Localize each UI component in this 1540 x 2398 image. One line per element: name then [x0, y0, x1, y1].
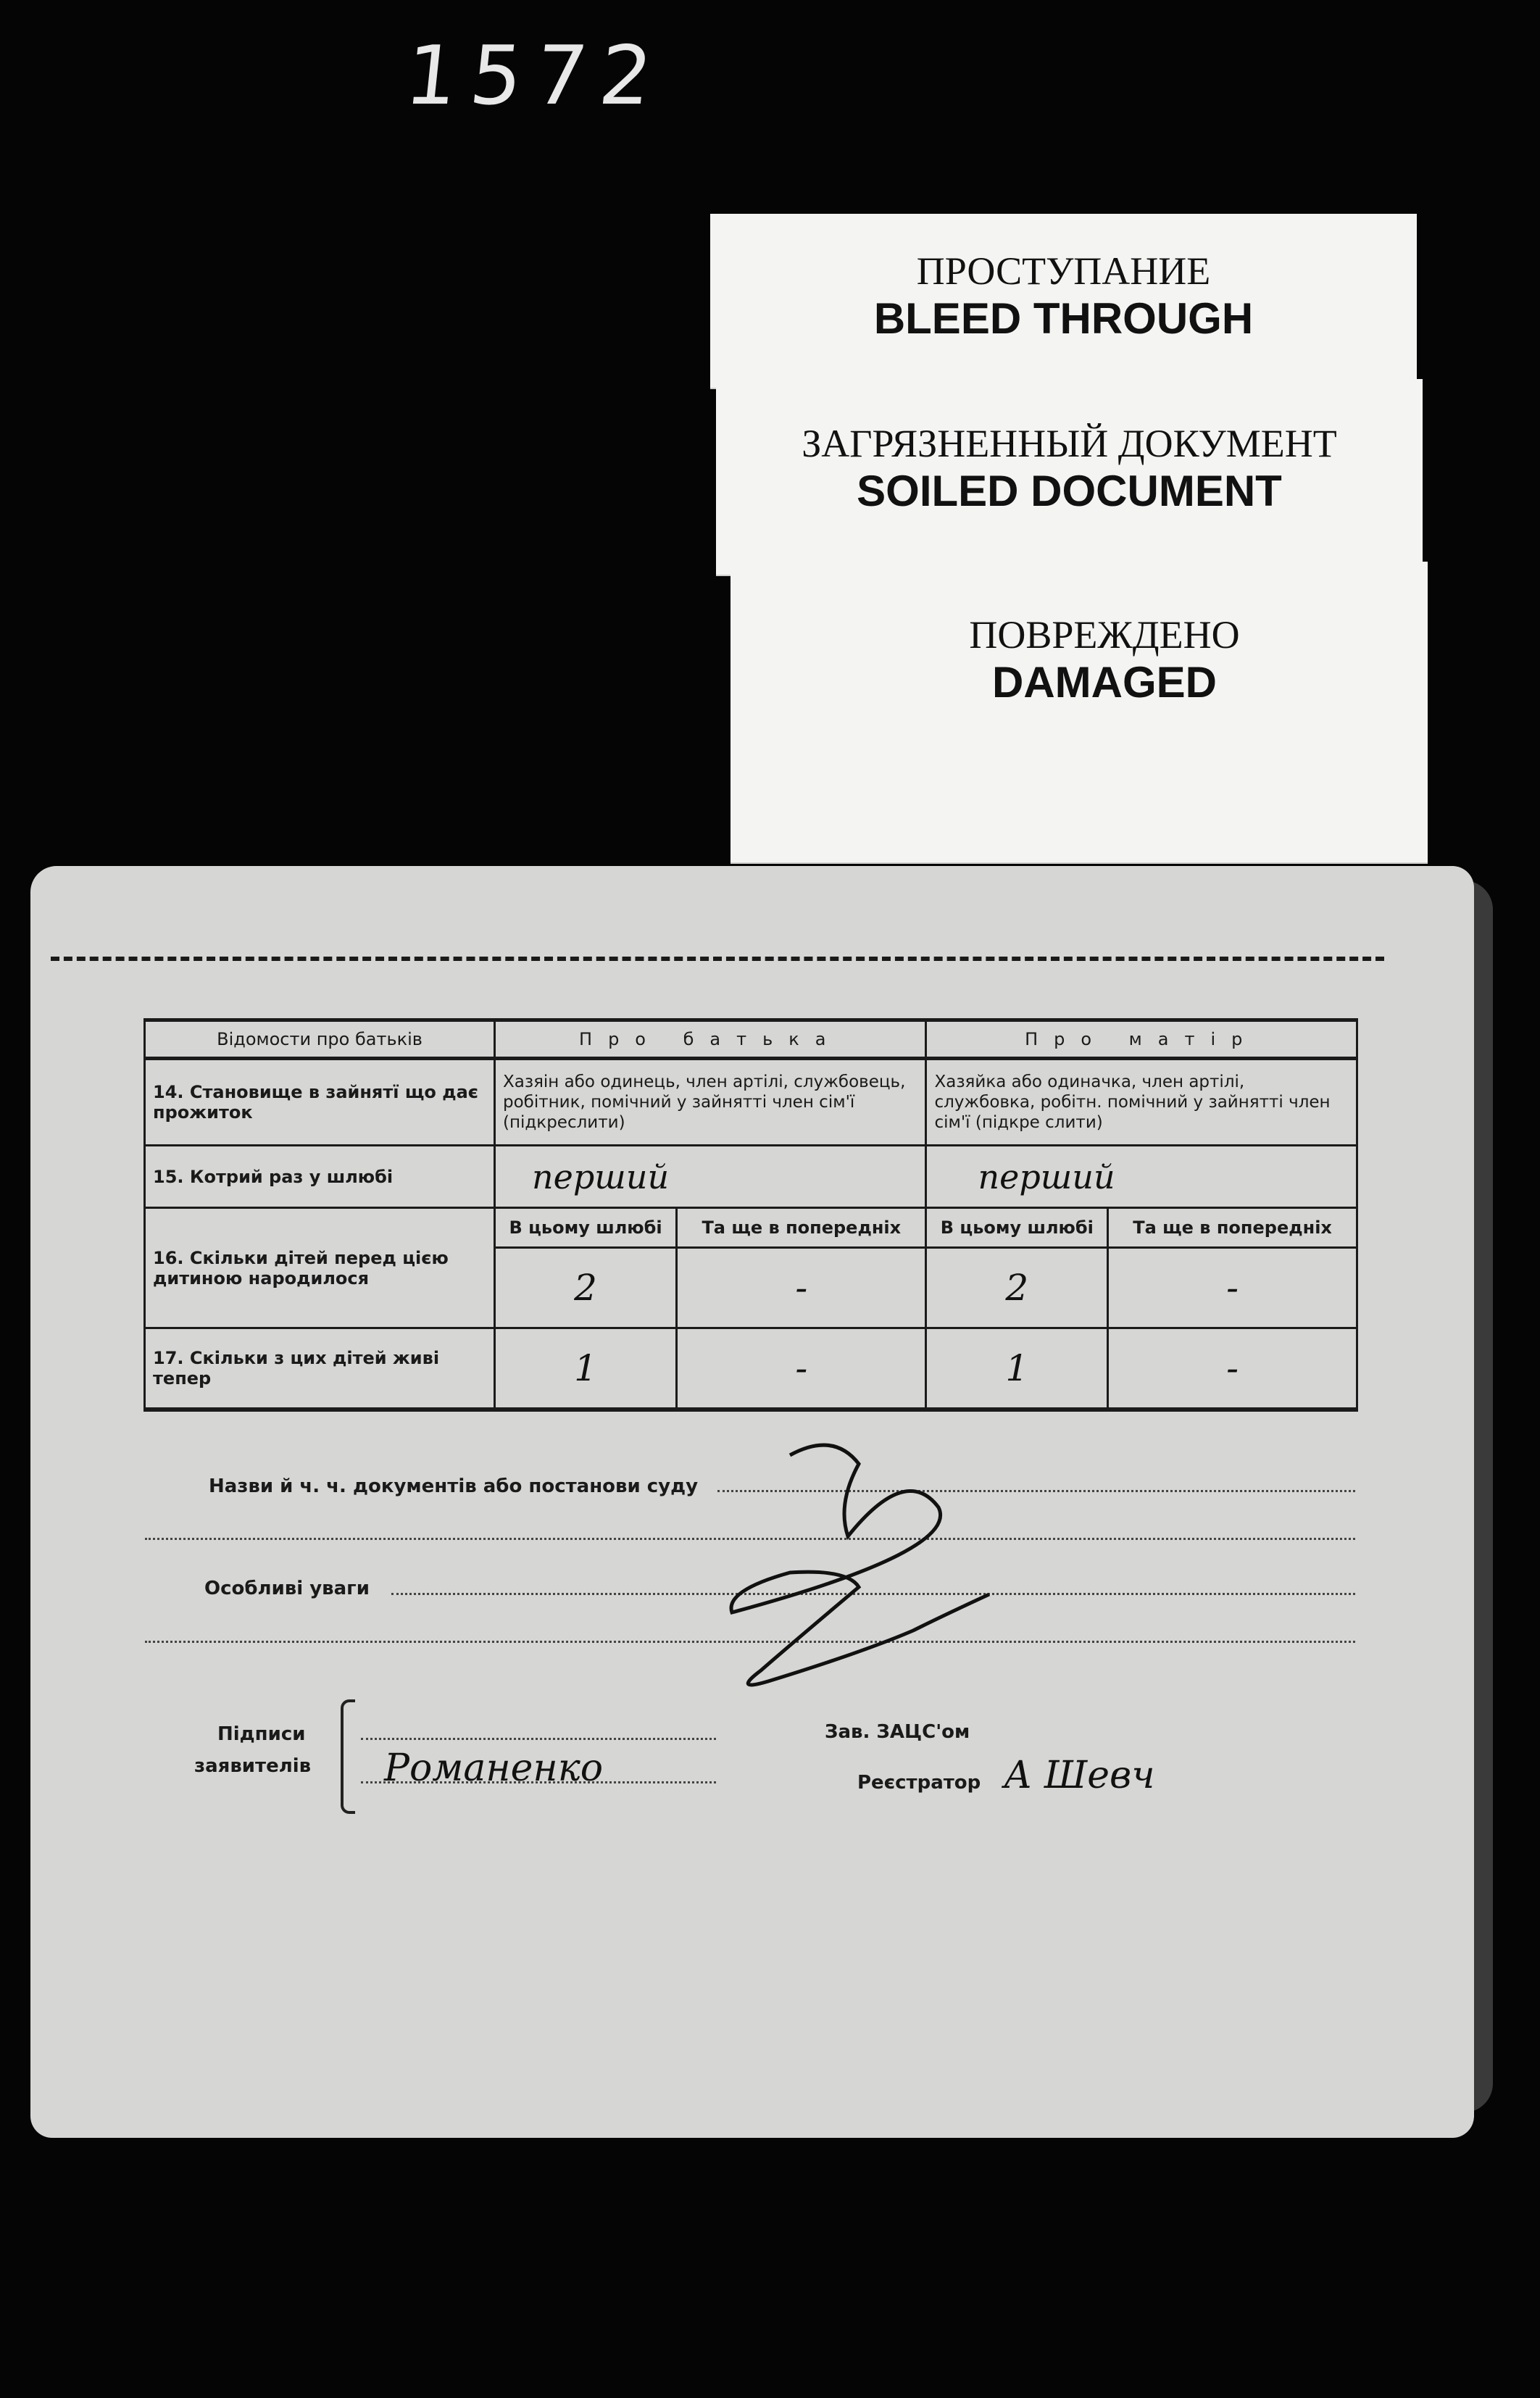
applicants-label-line2: заявителів [194, 1755, 312, 1777]
bleed-through-label [710, 214, 1417, 388]
row17-question: 17. Скільки з цих дітей живі тепер [145, 1328, 495, 1410]
registrar-signature: А Шевч [1004, 1754, 1155, 1797]
applicant-signature-line-1 [361, 1738, 716, 1740]
row14-question: 14. Становище в зайнятї що дає прожиток [145, 1059, 495, 1146]
mother-this-marriage-header: В цьому шлюбі [926, 1208, 1108, 1248]
row16-father-prev: - [677, 1248, 926, 1328]
perforation-line [51, 957, 1384, 961]
row16-mother-this: 2 [926, 1248, 1108, 1328]
strike-through-z-mark [703, 1435, 1044, 1696]
damaged-label [731, 562, 1428, 862]
row17-mother-this: 1 [926, 1328, 1108, 1410]
damaged-ru: ПОВРЕЖДЕНО [969, 613, 1240, 657]
row15-father-value: перший [495, 1146, 926, 1208]
remarks-label: Особливі уваги [204, 1578, 370, 1599]
documents-label: Назви й ч. ч. документів або постанови суду [209, 1475, 699, 1497]
header-mother: Про матір [926, 1020, 1357, 1059]
row15-question: 15. Котрий раз у шлюбі [145, 1146, 495, 1208]
applicants-bracket [341, 1699, 355, 1814]
row16-father-this: 2 [495, 1248, 677, 1328]
row14-father-options: Хазяін або одинець, член артілі, службовець, робітник, помічний у зайнятті член сім'ї (підкреслити) [495, 1059, 926, 1146]
applicants-label-line1: Підписи [217, 1723, 306, 1745]
row16-mother-prev: - [1108, 1248, 1357, 1328]
header-parents-info: Відомости про батьків [145, 1020, 495, 1059]
applicant-signature: Романенко [384, 1747, 604, 1790]
head-zags-label: Зав. ЗАЦС'ом [825, 1721, 970, 1743]
header-father: Про батька [495, 1020, 926, 1059]
father-this-marriage-header: В цьому шлюбі [495, 1208, 677, 1248]
soiled-document-en: SOILED DOCUMENT [857, 467, 1282, 515]
damaged-en: DAMAGED [992, 658, 1217, 707]
bleed-through-en: BLEED THROUGH [873, 294, 1254, 343]
soiled-document-ru: ЗАГРЯЗНЕННЫЙ ДОКУМЕНТ [802, 422, 1337, 465]
mother-previous-header: Та ще в попередніх [1108, 1208, 1357, 1248]
row15-mother-value: перший [926, 1146, 1357, 1208]
bleed-through-ru: ПРОСТУПАНИЕ [916, 249, 1211, 293]
row17-father-this: 1 [495, 1328, 677, 1410]
archive-number: 1572 [401, 29, 670, 123]
row16-question: 16. Скільки дітей перед цією дитиною народилося [145, 1208, 495, 1328]
row17-father-prev: - [677, 1328, 926, 1410]
row17-mother-prev: - [1108, 1328, 1357, 1410]
row14-mother-options: Хазяйка або одиначка, член артілі, службовка, робітн. помічний у зайнятті член сім'ї (підкре слити) [926, 1059, 1357, 1146]
registrar-label: Реєстратор [857, 1772, 981, 1794]
father-previous-header: Та ще в попередніх [677, 1208, 926, 1248]
soiled-document-label [716, 379, 1423, 575]
parents-info-table [143, 1018, 1358, 1412]
